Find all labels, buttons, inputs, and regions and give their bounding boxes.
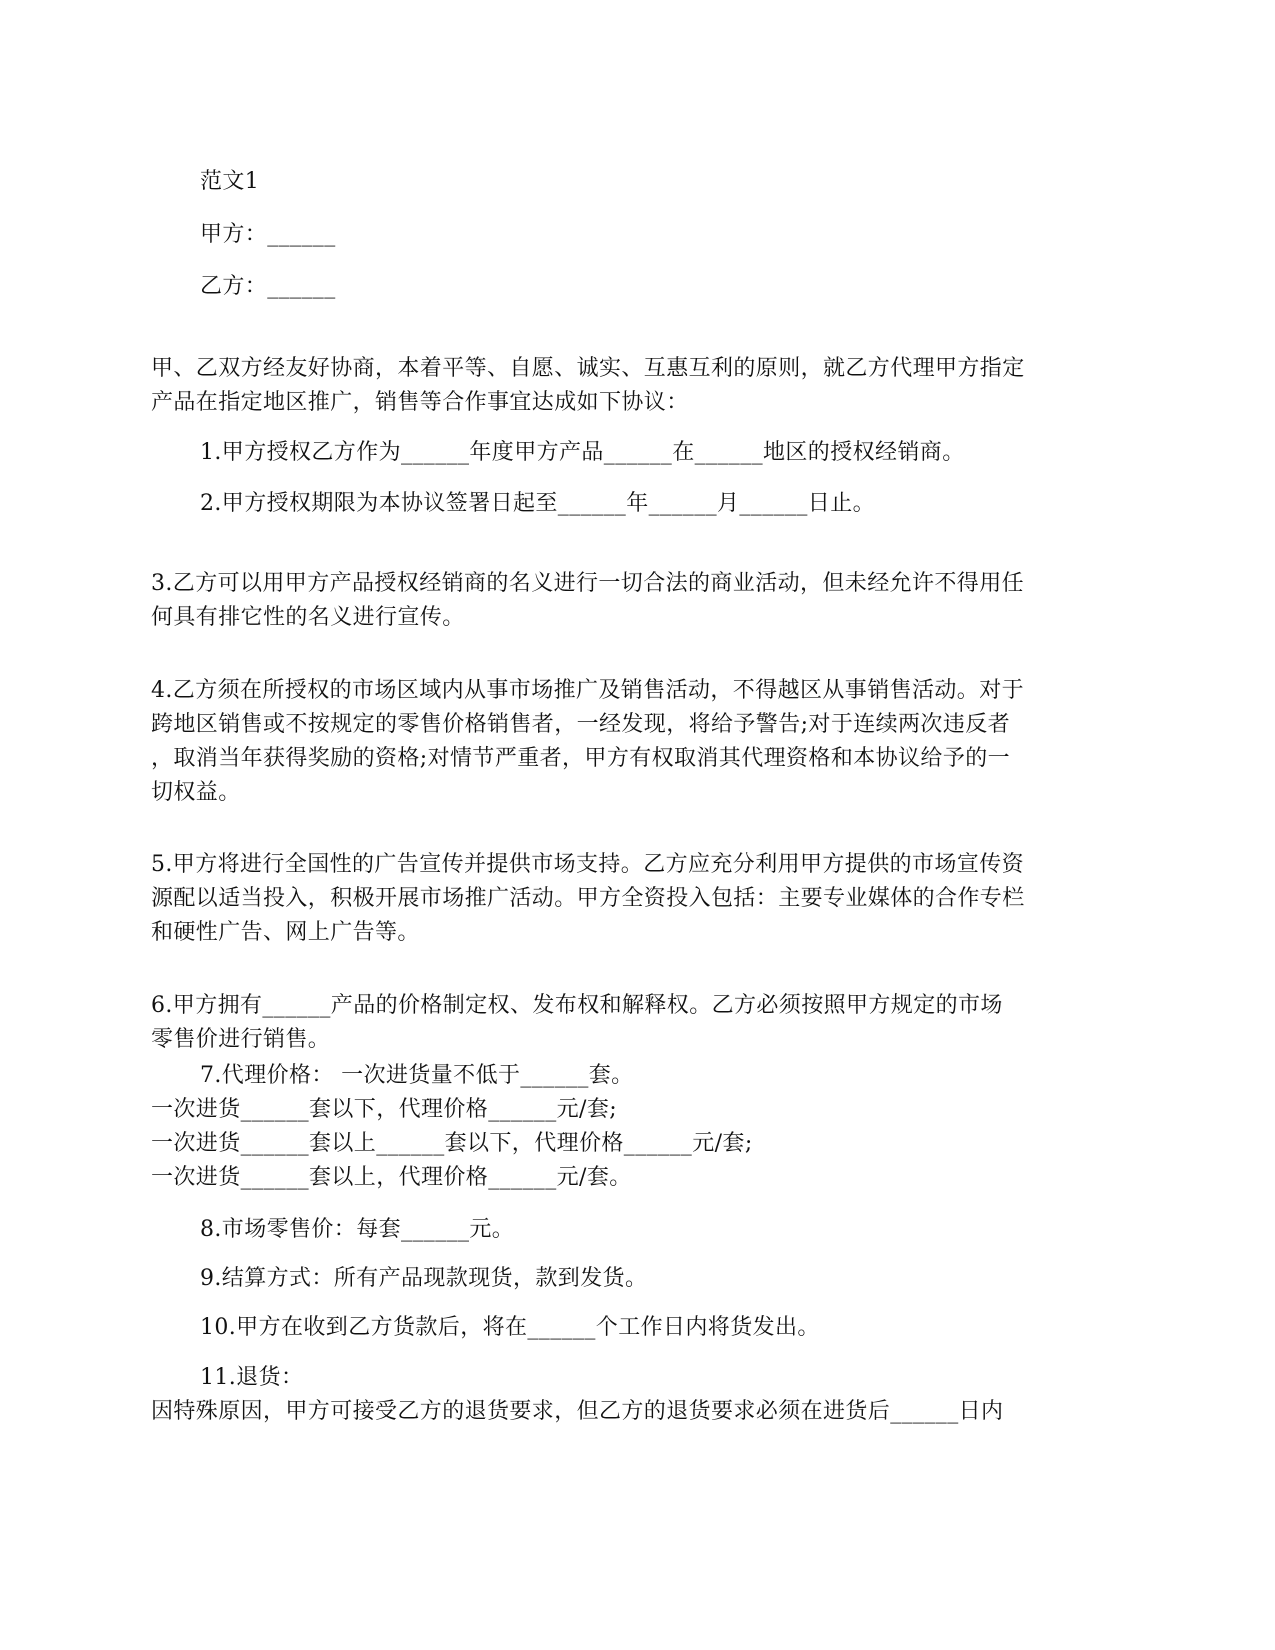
- clause-6: 6.甲方拥有______产品的价格制定权、发布权和解释权。乙方必须按照甲方规定的市场 零售价进行销售。: [151, 993, 1003, 1052]
- doc-heading: 范文1: [200, 169, 260, 194]
- party-b-line: 乙方：______: [200, 274, 336, 299]
- clause-7-tier-1: 一次进货______套以下，代理价格______元/套;: [151, 1097, 618, 1122]
- preamble-paragraph: 甲、乙双方经友好协商，本着平等、自愿、诚实、互惠互利的原则，就乙方代理甲方指定 产品在指定地区推广，销售等合作事宜达成如下协议：: [151, 356, 1025, 415]
- clause-11-title: 11.退货：: [200, 1365, 304, 1390]
- clause-10: 10.甲方在收到乙方货款后，将在______个工作日内将货发出。: [200, 1315, 820, 1340]
- clause-5: 5.甲方将进行全国性的广告宣传并提供市场支持。乙方应充分利用甲方提供的市场宣传资 源配以适当投入，积极开展市场推广活动。甲方全资投入包括：主要专业媒体的合作专栏 和硬性广告、网上广告等。: [151, 852, 1025, 945]
- party-a-line: 甲方：______: [200, 222, 336, 247]
- clause-9: 9.结算方式：所有产品现款现货，款到发货。: [200, 1266, 648, 1291]
- clause-7-tier-2: 一次进货______套以上______套以下，代理价格______元/套;: [151, 1131, 753, 1156]
- clause-11-text: 因特殊原因，甲方可接受乙方的退货要求，但乙方的退货要求必须在进货后______日内: [151, 1399, 1004, 1424]
- clause-2: 2.甲方授权期限为本协议签署日起至______年______月______日止。: [200, 491, 875, 516]
- clause-7-tier-3: 一次进货______套以上，代理价格______元/套。: [151, 1165, 632, 1190]
- clause-4: 4.乙方须在所授权的市场区域内从事市场推广及销售活动，不得越区从事销售活动。对于 跨地区销售或不按规定的零售价格销售者，一经发现，将给予警告;对于连续两次违反者 ，取消当年获得奖励的资格;对情节严重者，甲方有权取消其代理资格和本协议给予的一 切权益。: [151, 678, 1024, 805]
- clause-7-title: 7.代理价格： 一次进货量不低于______套。: [200, 1063, 634, 1088]
- clause-1: 1.甲方授权乙方作为______年度甲方产品______在______地区的授权经销商。: [200, 440, 965, 465]
- clause-3: 3.乙方可以用甲方产品授权经销商的名义进行一切合法的商业活动，但未经允许不得用任 何具有排它性的名义进行宣传。: [151, 571, 1024, 630]
- clause-8: 8.市场零售价：每套______元。: [200, 1217, 515, 1242]
